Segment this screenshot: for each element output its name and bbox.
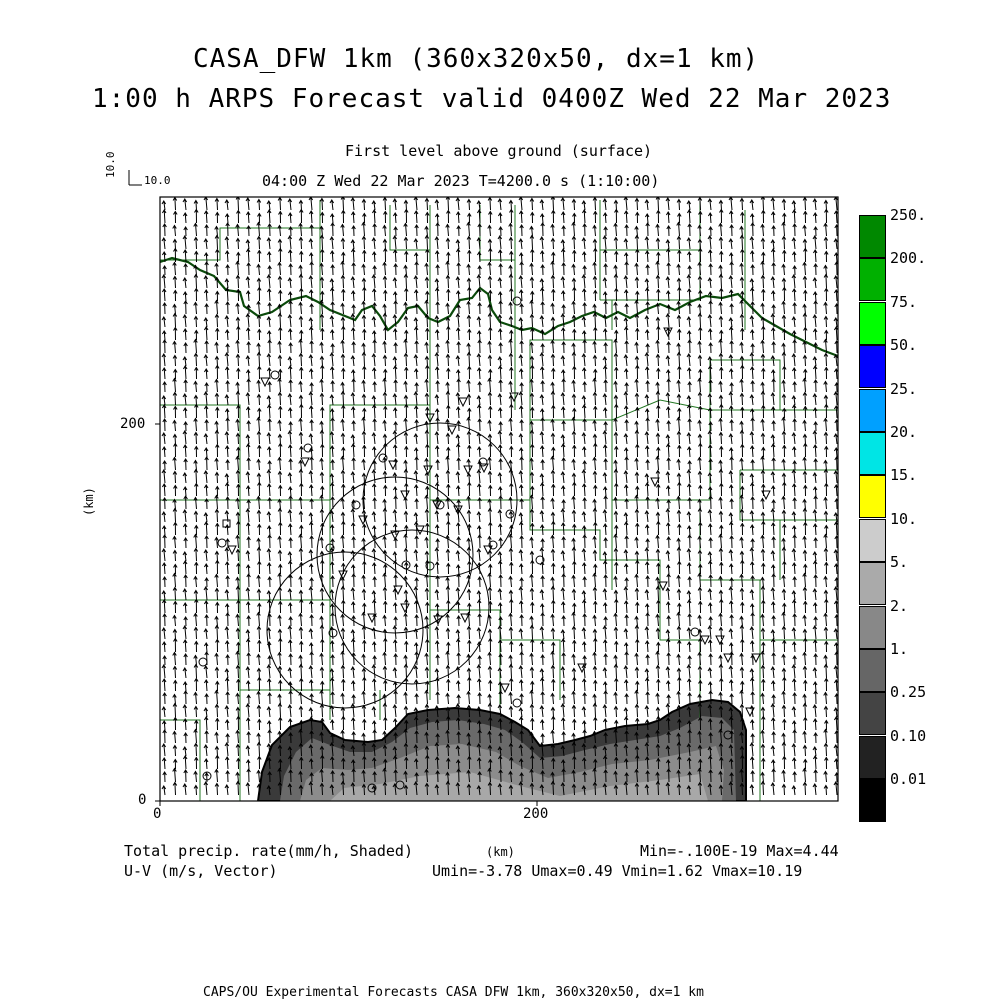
y-axis-unit: (km)	[82, 487, 96, 516]
station-triangle-marker	[501, 684, 509, 692]
colorbar-level-label: 75.	[890, 292, 918, 311]
wind-vectors	[162, 197, 838, 796]
colorbar-level-label: 1.	[890, 640, 909, 658]
station-triangle-marker	[701, 636, 709, 644]
colorbar-swatch	[859, 779, 886, 822]
vector-scale-x-label: 10.0	[144, 174, 171, 187]
colorbar-swatch	[859, 215, 886, 258]
colorbar-swatch	[859, 519, 886, 562]
time-label: 04:00 Z Wed 22 Mar 2023 T=4200.0 s (1:10:00)	[262, 172, 660, 190]
field-label-uv: U-V (m/s, Vector)	[124, 862, 278, 880]
y-tick-label-200: 200	[120, 416, 146, 432]
station-circle-marker	[271, 371, 279, 379]
field-label-precip: Total precip. rate(mm/h, Shaded)	[124, 842, 413, 860]
colorbar-level-label: 0.01	[890, 770, 927, 789]
colorbar-swatch	[859, 302, 886, 345]
county-line	[600, 250, 700, 300]
level-label: First level above ground (surface)	[345, 142, 653, 160]
colorbar-level-label: 10.	[890, 509, 918, 528]
county-line	[390, 205, 515, 260]
colorbar-swatch	[859, 692, 886, 735]
colorbar-swatch	[859, 345, 886, 388]
county-line	[740, 470, 838, 520]
colorbar-swatch	[859, 736, 886, 779]
station-triangle-marker	[459, 398, 467, 406]
title-line-1: CASA_DFW 1km (360x320x50, dx=1 km)	[193, 44, 760, 74]
vector-scale-y-label: 10.0	[104, 151, 117, 178]
station-circle-marker	[199, 658, 207, 666]
station-triangle-marker	[464, 466, 472, 474]
station-circle-marker	[513, 699, 521, 707]
station-triangle-marker	[228, 546, 236, 554]
station-circle-marker	[352, 501, 360, 509]
colorbar-level-label: 0.10	[890, 726, 927, 745]
colorbar-swatch	[859, 258, 886, 301]
colorbar-level-label: 50.	[890, 336, 918, 355]
colorbar-swatch	[859, 649, 886, 692]
station-circle-marker	[379, 454, 387, 462]
x-axis-unit: (km)	[486, 845, 515, 859]
uv-stats-label: Umin=-3.78 Umax=0.49 Vmin=1.62 Vmax=10.19	[432, 862, 803, 880]
colorbar-swatch	[859, 389, 886, 432]
county-line	[430, 500, 700, 700]
colorbar-swatch	[859, 606, 886, 649]
county-line	[160, 405, 838, 500]
colorbar-swatch	[859, 562, 886, 605]
county-line	[612, 500, 838, 640]
station-circle-marker	[691, 628, 699, 636]
station-triangle-marker	[301, 458, 309, 466]
title-line-2: 1:00 h ARPS Forecast valid 0400Z Wed 22 Mar 2023	[92, 84, 892, 114]
station-circle-marker	[218, 539, 226, 547]
colorbar-level-label: 25.	[890, 379, 918, 398]
credit-label: CAPS/OU Experimental Forecasts CASA DFW 1km, 360x320x50, dx=1 km	[203, 985, 704, 1000]
colorbar-swatch	[859, 432, 886, 475]
colorbar-level-label: 20.	[890, 423, 918, 441]
colorbar-swatch	[859, 475, 886, 518]
minmax-label: Min=-.100E-19 Max=4.44	[640, 842, 839, 860]
colorbar-level-label: 200.	[890, 249, 927, 268]
state-border-red-river	[160, 258, 838, 356]
station-circle-marker	[513, 297, 521, 305]
y-tick-label-0: 0	[138, 792, 147, 808]
wind-vector-field	[162, 197, 838, 796]
colorbar-level-label: 250.	[890, 206, 927, 224]
colorbar-level-label: 2.	[890, 596, 909, 615]
station-triangle-marker	[424, 466, 432, 474]
station-triangle-marker	[401, 604, 409, 612]
x-tick-label-200: 200	[523, 806, 549, 822]
colorbar-level-label: 15.	[890, 466, 918, 485]
vector-scale-arrow	[129, 170, 142, 185]
x-tick-label-0: 0	[153, 806, 162, 822]
station-triangle-marker	[461, 614, 469, 622]
station-triangle-marker	[724, 654, 732, 662]
colorbar-level-label: 0.25	[890, 683, 927, 702]
station-triangle-marker	[448, 426, 456, 434]
colorbar-level-label: 5.	[890, 553, 909, 572]
